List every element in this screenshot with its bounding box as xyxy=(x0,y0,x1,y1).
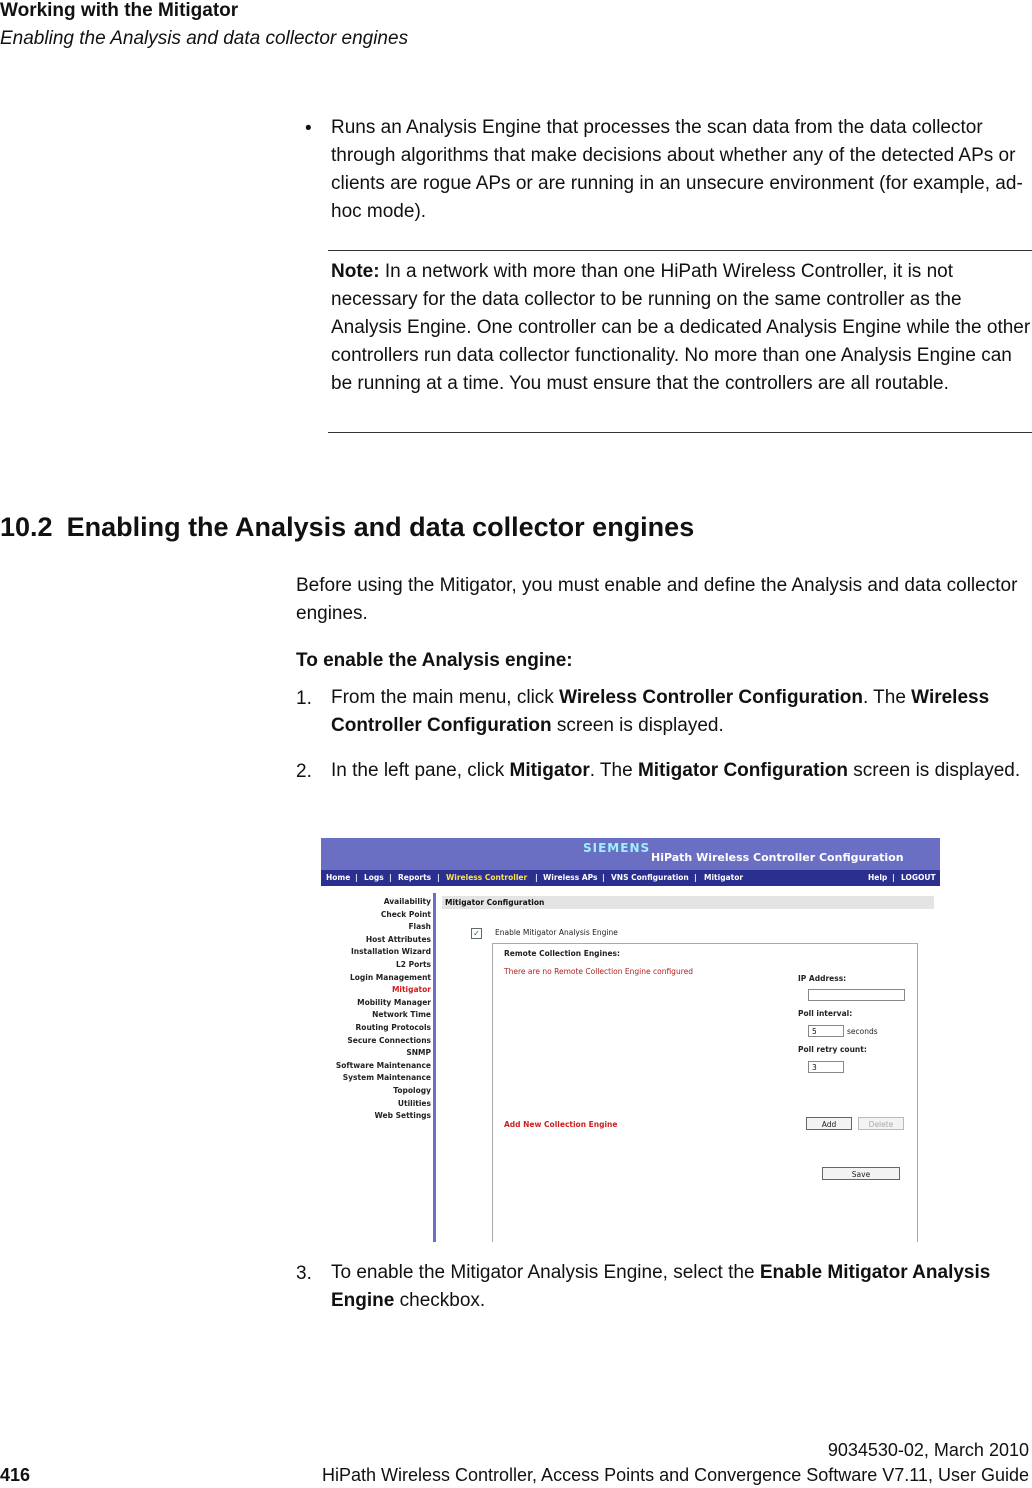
document-id: 9034530-02, March 2010 xyxy=(827,1440,1029,1460)
left-menu-item[interactable]: System Maintenance xyxy=(342,1073,431,1083)
section-title: Enabling the Analysis and data collector engines xyxy=(66,512,695,542)
step-1-bold: Wireless Controller Configuration xyxy=(331,687,990,736)
step-2-number: 2. xyxy=(296,761,312,782)
nav-separator: | xyxy=(602,873,605,882)
section-subtitle: Enabling the Analysis and data collector engines xyxy=(0,28,409,49)
left-menu-item[interactable]: Topology xyxy=(393,1085,431,1095)
nav-separator: | xyxy=(535,873,538,882)
left-menu-item[interactable]: SNMP xyxy=(406,1048,431,1058)
document-title: HiPath Wireless Controller, Access Points and Convergence Software V7.11, User Guide xyxy=(321,1465,1029,1485)
left-menu-item[interactable]: Utilities xyxy=(397,1098,431,1108)
step-2-bold: Mitigator Configuration xyxy=(637,760,848,781)
note-top-rule xyxy=(328,250,1032,251)
save-button[interactable]: Save xyxy=(822,1167,900,1180)
nav-separator: | xyxy=(892,873,895,882)
step-1-number: 1. xyxy=(296,688,312,709)
ip-address-input[interactable] xyxy=(808,989,905,1001)
step-2-text xyxy=(331,757,1021,785)
left-menu-item[interactable]: Secure Connections xyxy=(347,1035,431,1045)
ip-address-label: IP Address: xyxy=(798,974,847,983)
bullet-text: Runs an Analysis Engine that processes the scan data from the data collector through algorithms that make decisions about whether any of the detected APs or clients are rogue APs or are running in an unsecure environment (for example, ad-hoc mode). xyxy=(331,117,1023,222)
app-title: HiPath Wireless Controller Configuration xyxy=(651,851,904,864)
add-new-collection-engine-link[interactable]: Add New Collection Engine xyxy=(504,1120,618,1129)
enable-analysis-engine-checkbox[interactable]: ✓ xyxy=(471,928,482,939)
left-menu-item[interactable]: Login Management xyxy=(349,972,431,982)
procedure-title: To enable the Analysis engine: xyxy=(296,650,573,671)
nav-separator: | xyxy=(355,873,358,882)
left-menu-item[interactable]: Network Time xyxy=(372,1010,431,1020)
add-button[interactable]: Add xyxy=(806,1117,852,1130)
step-2-part: screen is displayed. xyxy=(847,760,1021,781)
note-bottom-rule xyxy=(328,432,1032,433)
remote-engines-panel xyxy=(492,943,918,1242)
step-3-text xyxy=(331,1259,1021,1315)
section-intro: Before using the Mitigator, you must enable and define the Analysis and data collector engines. xyxy=(296,575,1018,624)
step-2-part: . The xyxy=(589,760,638,781)
section-number: 10.2 xyxy=(0,512,53,542)
left-menu-item[interactable]: Availability xyxy=(383,897,431,906)
step-1-bold: Wireless Controller Configuration xyxy=(559,687,863,708)
bullet-symbol: • xyxy=(305,118,312,139)
nav-mitigator[interactable]: Mitigator xyxy=(704,873,744,882)
left-menu-item-mitigator[interactable]: Mitigator xyxy=(391,985,431,995)
nav-reports[interactable]: Reports xyxy=(398,873,432,882)
left-menu-item[interactable]: Mobility Manager xyxy=(357,997,431,1007)
step-3-number: 3. xyxy=(296,1263,312,1284)
brand-logo: SIEMENS xyxy=(583,841,651,855)
left-menu-item[interactable]: Routing Protocols xyxy=(355,1022,431,1032)
nav-separator: | xyxy=(437,873,440,882)
nav-vns-configuration[interactable]: VNS Configuration xyxy=(611,873,689,882)
section-heading xyxy=(0,512,694,543)
step-2-bold: Mitigator xyxy=(509,760,590,781)
page-number: 416 xyxy=(0,1465,31,1485)
main-menu xyxy=(321,870,940,886)
left-menu-item[interactable]: Web Settings xyxy=(374,1111,431,1121)
section-header: Mitigator Configuration xyxy=(442,896,934,909)
step-2-part: In the left pane, click xyxy=(331,760,510,781)
left-menu-item[interactable]: Installation Wizard xyxy=(350,947,431,957)
nav-separator: | xyxy=(389,873,392,882)
left-pane-menu xyxy=(336,896,431,1123)
poll-interval-unit: seconds xyxy=(847,1027,878,1036)
mitigator-configuration-screenshot xyxy=(321,838,940,1242)
delete-button[interactable]: Delete xyxy=(858,1117,904,1130)
app-banner xyxy=(321,838,940,870)
nav-help[interactable]: Help xyxy=(868,873,888,882)
step-1-part: From the main menu, click xyxy=(331,687,560,708)
note-block xyxy=(331,258,1031,398)
nav-separator: | xyxy=(694,873,697,882)
nav-wireless-aps[interactable]: Wireless APs xyxy=(543,873,598,882)
chapter-title: Working with the Mitigator xyxy=(0,0,239,21)
nav-wireless-controller[interactable]: Wireless Controller xyxy=(446,873,528,882)
step-1-text xyxy=(331,684,1021,740)
note-text: In a network with more than one HiPath Wireless Controller, it is not necessary for the data collector to be running on the same controller as the Analysis Engine. One controller can be a dedicated Analysis Engine while the other controllers run data collector functionality. No more than one Analysis Engine can be running at a time. You must ensure that the controllers are all routable. xyxy=(331,261,1031,394)
remote-engines-message: There are no Remote Collection Engine configured xyxy=(504,967,693,976)
step-1-part: . The xyxy=(862,687,912,708)
left-menu-item[interactable]: Host Attributes xyxy=(365,934,431,944)
left-menu-item[interactable]: Check Point xyxy=(380,909,431,919)
pane-divider xyxy=(433,893,436,1242)
nav-home[interactable]: Home xyxy=(326,873,351,882)
note-label: Note: xyxy=(331,261,380,282)
checkbox-label: Enable Mitigator Analysis Engine xyxy=(495,928,618,937)
poll-retry-input[interactable]: 3 xyxy=(808,1061,844,1073)
left-menu-item[interactable]: Flash xyxy=(408,922,431,932)
nav-logout[interactable]: LOGOUT xyxy=(901,873,936,882)
left-menu-item[interactable]: L2 Ports xyxy=(395,959,431,969)
step-3-part: checkbox. xyxy=(394,1290,486,1311)
step-1-part: screen is displayed. xyxy=(551,715,724,736)
poll-interval-label: Poll interval: xyxy=(798,1009,853,1018)
left-menu-item[interactable]: Software Maintenance xyxy=(335,1060,431,1070)
step-3-bold: Enable Mitigator Analysis Engine xyxy=(331,1262,991,1311)
poll-retry-label: Poll retry count: xyxy=(798,1045,867,1054)
nav-logs[interactable]: Logs xyxy=(364,873,384,882)
poll-interval-input[interactable]: 5 xyxy=(808,1025,844,1037)
step-3-part: To enable the Mitigator Analysis Engine, select the xyxy=(331,1262,760,1283)
remote-engines-title: Remote Collection Engines: xyxy=(504,949,620,958)
